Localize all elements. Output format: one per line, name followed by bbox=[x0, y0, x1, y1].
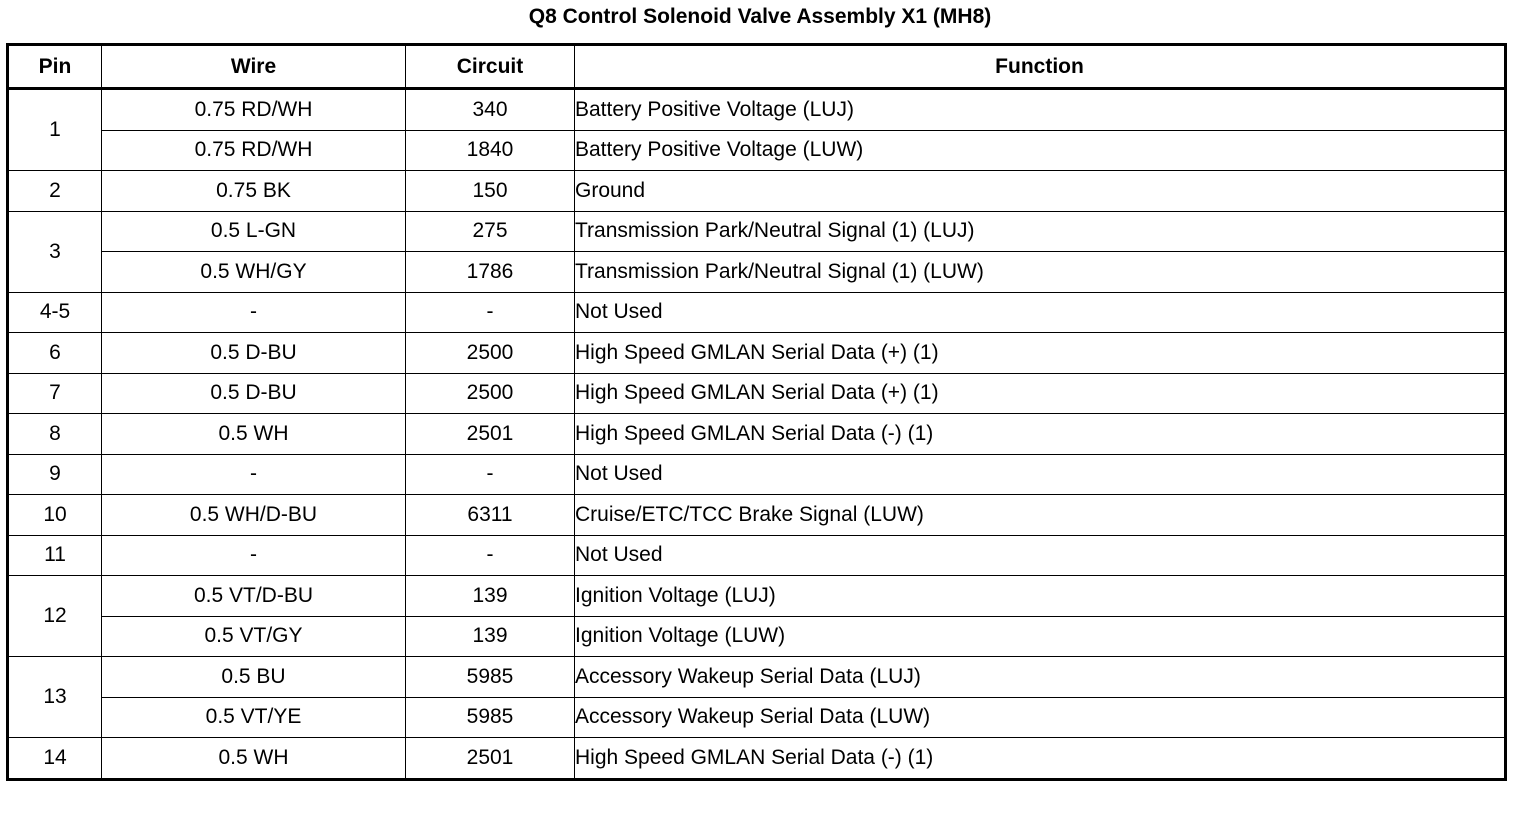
pin-cell: 12 bbox=[8, 576, 102, 657]
wire-cell: 0.75 RD/WH bbox=[102, 130, 406, 171]
pin-cell: 13 bbox=[8, 657, 102, 738]
table-row bbox=[8, 414, 1506, 455]
circuit-cell: 5985 bbox=[406, 697, 575, 738]
function-cell: Not Used bbox=[575, 454, 1506, 495]
column-header-wire: Wire bbox=[102, 45, 406, 89]
function-cell: Transmission Park/Neutral Signal (1) (LUJ) bbox=[575, 211, 1506, 252]
function-cell: Not Used bbox=[575, 535, 1506, 576]
pin-cell: 1 bbox=[8, 89, 102, 171]
circuit-cell: 2500 bbox=[406, 333, 575, 374]
table-row bbox=[8, 373, 1506, 414]
table-row bbox=[8, 738, 1506, 780]
circuit-cell: 340 bbox=[406, 89, 575, 131]
table-body bbox=[8, 89, 1506, 780]
wire-cell: 0.5 WH/D-BU bbox=[102, 495, 406, 536]
circuit-cell: 6311 bbox=[406, 495, 575, 536]
wire-cell: 0.5 VT/GY bbox=[102, 616, 406, 657]
wire-cell: 0.75 RD/WH bbox=[102, 89, 406, 131]
pin-cell: 6 bbox=[8, 333, 102, 374]
function-cell: Accessory Wakeup Serial Data (LUW) bbox=[575, 697, 1506, 738]
pinout-table bbox=[6, 43, 1507, 781]
table-row bbox=[8, 292, 1506, 333]
table-row bbox=[8, 495, 1506, 536]
wire-cell: 0.5 WH/GY bbox=[102, 252, 406, 293]
function-cell: Ignition Voltage (LUW) bbox=[575, 616, 1506, 657]
function-cell: Transmission Park/Neutral Signal (1) (LUW) bbox=[575, 252, 1506, 293]
wire-cell: - bbox=[102, 454, 406, 495]
function-cell: Accessory Wakeup Serial Data (LUJ) bbox=[575, 657, 1506, 698]
header-row bbox=[8, 45, 1506, 89]
page-title: Q8 Control Solenoid Valve Assembly X1 (MH8) bbox=[528, 5, 992, 28]
circuit-cell: 2501 bbox=[406, 414, 575, 455]
wire-cell: 0.5 WH bbox=[102, 738, 406, 780]
function-cell: High Speed GMLAN Serial Data (-) (1) bbox=[575, 738, 1506, 780]
function-cell: High Speed GMLAN Serial Data (+) (1) bbox=[575, 373, 1506, 414]
column-header-function: Function bbox=[575, 45, 1506, 89]
pin-cell: 10 bbox=[8, 495, 102, 536]
table-row bbox=[8, 211, 1506, 252]
table-row bbox=[8, 454, 1506, 495]
column-header-pin: Pin bbox=[8, 45, 102, 89]
table-row bbox=[8, 535, 1506, 576]
wire-cell: 0.5 WH bbox=[102, 414, 406, 455]
pin-cell: 2 bbox=[8, 171, 102, 212]
circuit-cell: 2501 bbox=[406, 738, 575, 780]
wire-cell: 0.5 BU bbox=[102, 657, 406, 698]
function-cell: Ground bbox=[575, 171, 1506, 212]
pin-cell: 7 bbox=[8, 373, 102, 414]
circuit-cell: 1786 bbox=[406, 252, 575, 293]
circuit-cell: 139 bbox=[406, 576, 575, 617]
table-row bbox=[8, 616, 1506, 657]
pin-cell: 14 bbox=[8, 738, 102, 780]
wire-cell: 0.5 L-GN bbox=[102, 211, 406, 252]
function-cell: High Speed GMLAN Serial Data (+) (1) bbox=[575, 333, 1506, 374]
pin-cell: 4-5 bbox=[8, 292, 102, 333]
table-row bbox=[8, 657, 1506, 698]
wire-cell: - bbox=[102, 292, 406, 333]
pin-cell: 3 bbox=[8, 211, 102, 292]
table-row bbox=[8, 89, 1506, 131]
circuit-cell: - bbox=[406, 292, 575, 333]
wire-cell: 0.5 VT/YE bbox=[102, 697, 406, 738]
function-cell: Not Used bbox=[575, 292, 1506, 333]
wire-cell: 0.5 VT/D-BU bbox=[102, 576, 406, 617]
circuit-cell: 275 bbox=[406, 211, 575, 252]
wire-cell: 0.75 BK bbox=[102, 171, 406, 212]
table-row bbox=[8, 576, 1506, 617]
wire-cell: 0.5 D-BU bbox=[102, 333, 406, 374]
column-header-circuit: Circuit bbox=[406, 45, 575, 89]
table-row bbox=[8, 697, 1506, 738]
table-row bbox=[8, 252, 1506, 293]
pin-cell: 8 bbox=[8, 414, 102, 455]
function-cell: Battery Positive Voltage (LUJ) bbox=[575, 89, 1506, 131]
circuit-cell: 5985 bbox=[406, 657, 575, 698]
function-cell: Cruise/ETC/TCC Brake Signal (LUW) bbox=[575, 495, 1506, 536]
function-cell: Battery Positive Voltage (LUW) bbox=[575, 130, 1506, 171]
table-row bbox=[8, 171, 1506, 212]
pin-cell: 11 bbox=[8, 535, 102, 576]
function-cell: Ignition Voltage (LUJ) bbox=[575, 576, 1506, 617]
wire-cell: - bbox=[102, 535, 406, 576]
circuit-cell: 2500 bbox=[406, 373, 575, 414]
function-cell: High Speed GMLAN Serial Data (-) (1) bbox=[575, 414, 1506, 455]
table-row bbox=[8, 333, 1506, 374]
pin-cell: 9 bbox=[8, 454, 102, 495]
circuit-cell: 139 bbox=[406, 616, 575, 657]
table-row bbox=[8, 130, 1506, 171]
circuit-cell: - bbox=[406, 535, 575, 576]
circuit-cell: 1840 bbox=[406, 130, 575, 171]
circuit-cell: - bbox=[406, 454, 575, 495]
circuit-cell: 150 bbox=[406, 171, 575, 212]
wire-cell: 0.5 D-BU bbox=[102, 373, 406, 414]
